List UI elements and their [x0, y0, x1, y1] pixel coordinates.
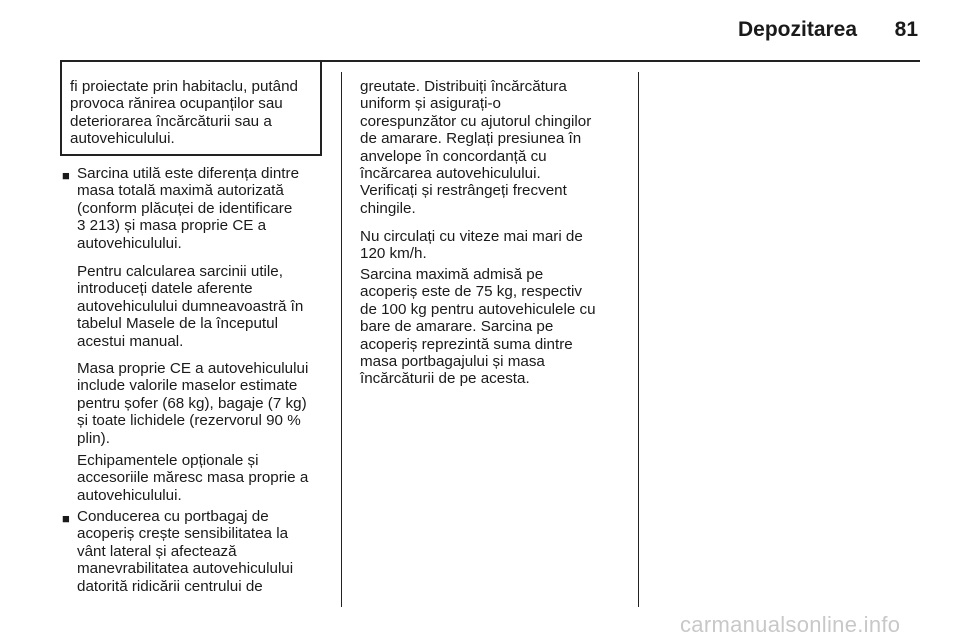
text-line: anvelope în concordanță cu: [360, 147, 547, 165]
text-line: masa portbagajului și masa: [360, 353, 545, 371]
bullet-marker: ■: [62, 168, 70, 183]
column-divider-1: [341, 72, 342, 607]
text-line: uniform și asigurați-o: [360, 95, 501, 113]
watermark: carmanualsonline.info: [680, 612, 901, 637]
bullet-marker: ■: [62, 511, 70, 526]
text-line: autovehiculului.: [70, 130, 175, 148]
text-line: Verificați și restrângeți frecvent: [360, 182, 567, 200]
text-line: de 100 kg pentru autovehiculele cu: [360, 300, 596, 318]
text-line: Masa proprie CE a autovehiculului: [77, 360, 309, 377]
column-divider-2: [638, 72, 639, 607]
bullet1-paragraph-4: [77, 452, 308, 504]
text-line: acoperiș crește sensibilitatea la: [77, 525, 289, 543]
bullet2-paragraph-1: [77, 508, 293, 595]
text-line: Sarcina utilă este diferența dintre: [77, 165, 300, 182]
text-line: deteriorarea încărcăturii sau a: [70, 112, 272, 130]
text-line: Sarcina maximă admisă pe: [360, 266, 544, 283]
text-line: încărcarea autovehiculului.: [360, 165, 541, 183]
section-title: Depozitarea: [738, 18, 858, 41]
text-line: autovehiculului dumneavoastră în: [77, 297, 304, 315]
text-line: și toate lichidele (rezervorul 90 %: [77, 412, 301, 430]
text-line: fi proiectate prin habitaclu, putând: [70, 78, 298, 95]
text-line: Echipamentele opționale și: [77, 452, 259, 469]
text-line: acestui manual.: [77, 332, 184, 350]
text-line: acoperiș este de 75 kg, respectiv: [360, 283, 583, 301]
text-line: acoperiș reprezintă suma dintre: [360, 335, 573, 353]
text-line: (conform plăcuței de identificare: [77, 199, 293, 217]
col2-paragraph-2: [360, 228, 583, 263]
text-line: greutate. Distribuiți încărcătura: [360, 78, 567, 95]
text-line: Pentru calcularea sarcinii utile,: [77, 263, 283, 280]
text-line: accesoriile măresc masa proprie a: [77, 469, 309, 487]
text-line: autovehiculului.: [77, 234, 182, 252]
text-line: Nu circulați cu viteze mai mari de: [360, 228, 583, 245]
bullet1-paragraph-2: [77, 263, 303, 350]
bullet1-paragraph-1: [77, 165, 299, 252]
text-line: datorită ridicării centrului de: [77, 577, 263, 595]
bullet1-paragraph-3: [77, 360, 308, 447]
text-line: plin).: [77, 429, 110, 447]
text-line: introduceți datele aferente: [77, 280, 253, 298]
text-line: pentru șofer (68 kg), bagaje (7 kg): [77, 394, 307, 412]
text-line: masa totală maximă autorizată: [77, 182, 284, 200]
text-line: manevrabilitatea autovehiculului: [77, 560, 294, 578]
text-line: vânt lateral și afectează: [77, 542, 237, 560]
text-line: de amarare. Reglați presiunea în: [360, 130, 582, 148]
text-line: bare de amarare. Sarcina pe: [360, 318, 554, 336]
text-line: chingile.: [360, 199, 416, 217]
text-line: tabelul Masele de la începutul: [77, 315, 278, 333]
page-number: 81: [894, 18, 918, 41]
text-line: Conducerea cu portbagaj de: [77, 508, 269, 525]
col2-paragraph-1: [360, 78, 591, 217]
text-line: 120 km/h.: [360, 245, 427, 263]
text-line: încărcăturii de pe acesta.: [360, 370, 530, 388]
col2-paragraph-3: [360, 266, 596, 388]
text-line: corespunzător cu ajutorul chingilor: [360, 112, 592, 130]
text-line: provoca rănirea ocupanților sau: [70, 95, 283, 113]
warning-text: [70, 78, 298, 148]
text-line: 3 213) și masa proprie CE a: [77, 217, 267, 235]
text-line: autovehiculului.: [77, 486, 182, 504]
text-line: include valorile maselor estimate: [77, 377, 298, 395]
